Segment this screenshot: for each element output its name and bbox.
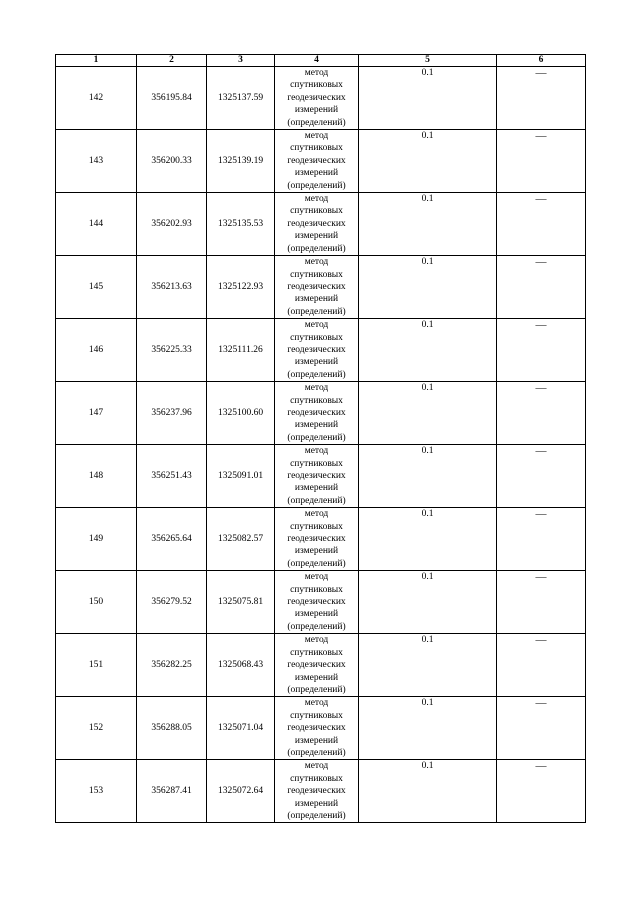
coordinate-x: 356225.33 [137,319,207,382]
note: — [497,445,586,508]
coordinate-y: 1325082.57 [207,508,275,571]
point-number: 142 [56,67,137,130]
point-number: 146 [56,319,137,382]
method-line: (определений) [287,306,346,317]
method-cell [275,193,359,256]
table-row [56,319,586,382]
point-number: 151 [56,634,137,697]
header-col-5: 5 [359,55,497,67]
method-line: метод [304,383,329,394]
table-row [56,67,586,130]
coordinate-x: 356251.43 [137,445,207,508]
method-line: геодезических [287,471,346,481]
method-line: измерений [294,672,339,683]
accuracy: 0.1 [359,67,497,130]
coordinate-y: 1325091.01 [207,445,275,508]
method-line: (определений) [287,432,346,443]
coordinate-x: 356202.93 [137,193,207,256]
method-line: метод [304,446,329,457]
method-line: спутниковых [290,332,343,343]
coordinate-y: 1325139.19 [207,130,275,193]
table-row [56,634,586,697]
coordinate-y: 1325075.81 [207,571,275,634]
coordinate-x: 356213.63 [137,256,207,319]
coordinate-x: 356282.25 [137,634,207,697]
coordinate-y: 1325072.64 [207,760,275,823]
method-line: геодезических [287,344,346,355]
table-row [56,445,586,508]
method-line: измерений [294,735,339,746]
method-cell [275,67,359,130]
method-line: метод [304,131,329,142]
point-number: 148 [56,445,137,508]
method-line: геодезических [287,660,346,671]
accuracy: 0.1 [359,634,497,697]
coordinates-table [55,54,586,823]
accuracy: 0.1 [359,193,497,256]
method-line: геодезических [287,786,346,797]
method-line: (определений) [287,747,346,758]
method-line: геодезических [287,155,346,166]
note: — [497,697,586,760]
point-number: 150 [56,571,137,634]
method-line: спутниковых [290,584,343,595]
note: — [497,508,586,571]
accuracy: 0.1 [359,382,497,445]
point-number: 153 [56,760,137,823]
method-line: метод [304,194,329,205]
method-line: (определений) [287,621,346,632]
method-line: спутниковых [290,773,343,784]
coordinate-y: 1325135.53 [207,193,275,256]
coordinate-x: 356195.84 [137,67,207,130]
point-number: 147 [56,382,137,445]
header-row [56,55,586,67]
method-line: геодезических [287,407,346,418]
method-cell [275,445,359,508]
method-line: геодезических [287,534,346,545]
method-line: метод [304,635,329,646]
method-line: измерений [294,231,339,242]
table-row [56,697,586,760]
accuracy: 0.1 [359,697,497,760]
accuracy: 0.1 [359,445,497,508]
method-line: (определений) [287,558,346,569]
coordinate-x: 356200.33 [137,130,207,193]
method-line: (определений) [287,684,346,695]
method-line: измерений [294,168,339,179]
method-line: геодезических [287,92,346,103]
coordinate-x: 356237.96 [137,382,207,445]
method-line: геодезических [287,281,346,292]
table-row [56,571,586,634]
header-col-6: 6 [497,55,586,67]
point-number: 152 [56,697,137,760]
coordinate-y: 1325068.43 [207,634,275,697]
accuracy: 0.1 [359,571,497,634]
method-line: спутниковых [290,80,343,91]
note: — [497,634,586,697]
method-cell [275,508,359,571]
method-line: измерений [294,546,339,557]
point-number: 149 [56,508,137,571]
coordinate-y: 1325137.59 [207,67,275,130]
method-line: измерений [294,798,339,809]
coordinate-y: 1325071.04 [207,697,275,760]
method-line: измерений [294,294,339,305]
table-row [56,130,586,193]
note: — [497,571,586,634]
method-line: (определений) [287,243,346,254]
point-number: 143 [56,130,137,193]
method-line: метод [304,761,329,772]
table-row [56,382,586,445]
note: — [497,130,586,193]
accuracy: 0.1 [359,130,497,193]
coordinate-x: 356265.64 [137,508,207,571]
method-line: спутниковых [290,647,343,658]
method-cell [275,697,359,760]
table-row [56,508,586,571]
method-line: измерений [294,483,339,494]
method-line: (определений) [287,117,346,128]
table-row [56,256,586,319]
coordinate-y: 1325122.93 [207,256,275,319]
accuracy: 0.1 [359,319,497,382]
note: — [497,193,586,256]
method-line: спутниковых [290,206,343,217]
point-number: 145 [56,256,137,319]
method-line: спутниковых [290,458,343,469]
method-line: (определений) [287,369,346,380]
method-cell [275,256,359,319]
accuracy: 0.1 [359,760,497,823]
method-line: метод [304,698,329,709]
method-line: измерений [294,609,339,620]
method-cell [275,382,359,445]
coordinate-x: 356288.05 [137,697,207,760]
coordinate-x: 356287.41 [137,760,207,823]
method-line: измерений [294,420,339,431]
method-cell [275,634,359,697]
header-col-1: 1 [56,55,137,67]
method-cell [275,760,359,823]
method-line: (определений) [287,810,346,821]
accuracy: 0.1 [359,508,497,571]
note: — [497,319,586,382]
table-row [56,193,586,256]
note: — [497,256,586,319]
note: — [497,760,586,823]
table-row [56,760,586,823]
coordinate-y: 1325111.26 [207,319,275,382]
method-line: метод [304,509,329,520]
method-line: спутниковых [290,521,343,532]
method-cell [275,571,359,634]
table-header [56,55,586,67]
method-line: спутниковых [290,143,343,154]
header-col-2: 2 [137,55,207,67]
method-line: спутниковых [290,710,343,721]
method-line: спутниковых [290,395,343,406]
method-line: метод [304,320,329,331]
method-line: метод [304,257,329,268]
method-line: измерений [294,357,339,368]
note: — [497,67,586,130]
method-line: (определений) [287,495,346,506]
point-number: 144 [56,193,137,256]
method-cell [275,319,359,382]
method-line: спутниковых [290,269,343,280]
coordinate-y: 1325100.60 [207,382,275,445]
method-line: (определений) [287,180,346,191]
header-col-4: 4 [275,55,359,67]
method-line: метод [304,68,329,78]
header-col-3: 3 [207,55,275,67]
method-line: геодезических [287,597,346,608]
method-cell [275,130,359,193]
method-line: геодезических [287,218,346,229]
method-line: измерений [294,105,339,116]
method-line: геодезических [287,723,346,734]
method-line: метод [304,572,329,583]
coordinate-x: 356279.52 [137,571,207,634]
accuracy: 0.1 [359,256,497,319]
note: — [497,382,586,445]
table-body [56,67,586,823]
